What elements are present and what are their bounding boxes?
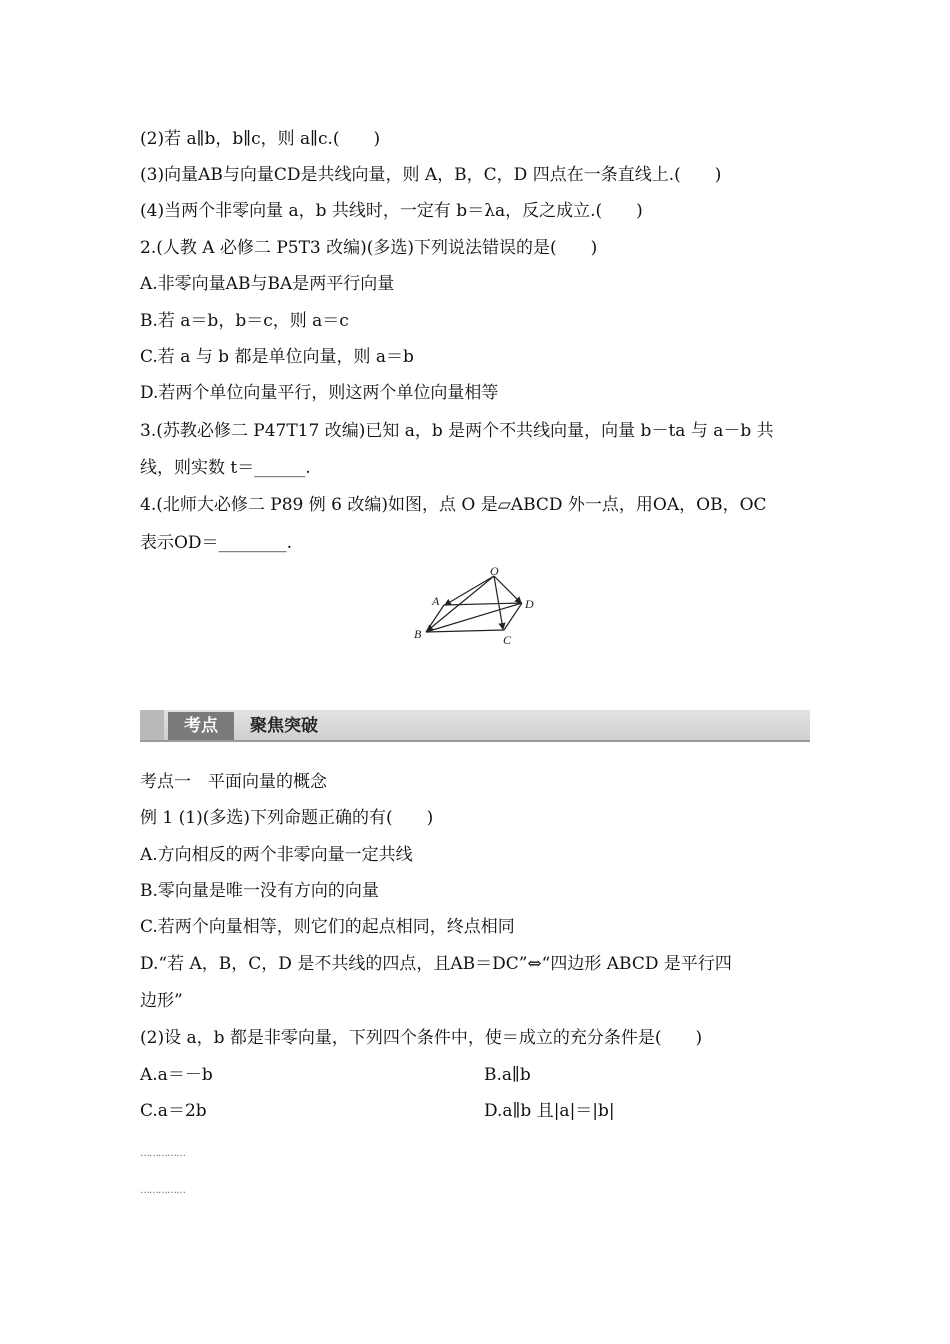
example-1-part-2-stem: (2)设 a，b 都是非零向量，下列四个条件中，使＝成立的充分条件是( ) [140,1028,703,1048]
question-4-line-1: 4.(北师大必修二 P89 例 6 改编)如图，点 O 是▱ABCD 外一点，用OA，OB，OC [140,495,767,515]
label-c: C [503,633,512,647]
label-a: A [432,594,440,608]
vector-oa [445,576,494,605]
question-4-line-2: 表示OD＝________. [140,533,292,553]
question-3-line-2: 线，则实数 t＝______. [140,458,311,478]
question-2-option-a: A.非零向量AB与BA是两平行向量 [140,274,395,294]
question-2-option-d: D.若两个单位向量平行，则这两个单位向量相等 [140,383,499,403]
question-3-line-1: 3.(苏教必修二 P47T17 改编)已知 a，b 是两个不共线向量，向量 b－ta 与 a－b 共 [140,421,774,441]
parallelogram-figure [410,566,550,650]
edge-bc [426,630,504,632]
example-1-option-b: B.零向量是唯一没有方向的向量 [140,881,379,901]
example-1-option-c: C.若两个向量相等，则它们的起点相同，终点相同 [140,917,515,937]
example-1-stem: 例 1 (1)(多选)下列命题正确的有( ) [140,808,434,828]
example-1-option-d-line-2: 边形” [140,991,183,1011]
edge-ad [444,603,522,605]
part-2-option-c: C.a＝2b [140,1101,207,1121]
topic-heading: 考点一 平面向量的概念 [140,772,327,792]
dotted-fill-1: …………… [140,1148,185,1159]
dotted-fill-2: …………… [140,1185,185,1196]
section-title: 聚焦突破 [250,716,318,736]
exercise-line-4: (4)当两个非零向量 a，b 共线时，一定有 b＝λa，反之成立.( ) [140,201,643,221]
exercise-line-3: (3)向量AB与向量CD是共线向量，则 A，B，C，D 四点在一条直线上.( ) [140,165,722,185]
section-tag: 考点 [168,712,234,740]
example-1-option-a: A.方向相反的两个非零向量一定共线 [140,845,413,865]
diagonal-bd [426,603,522,632]
label-d: D [525,597,534,611]
question-2-option-b: B.若 a＝b，b＝c，则 a＝c [140,311,349,331]
part-2-option-a: A.a＝－b [140,1065,213,1085]
question-2-option-c: C.若 a 与 b 都是单位向量，则 a＝b [140,347,414,367]
label-b: B [414,627,422,641]
section-header-lead [140,710,164,740]
part-2-option-d: D.a∥b 且|a|＝|b| [484,1101,615,1121]
section-header [140,710,810,744]
section-header-bar [140,710,810,742]
exercise-line-2: (2)若 a∥b，b∥c，则 a∥c.( ) [140,129,381,149]
example-1-option-d-line-1: D.“若 A，B，C，D 是不共线的四点，且AB＝DC”⇔“四边形 ABCD 是平行四 [140,954,732,974]
question-2-stem: 2.(人教 A 必修二 P5T3 改编)(多选)下列说法错误的是( ) [140,238,598,258]
label-o: O [490,566,499,578]
part-2-option-b: B.a∥b [484,1065,531,1085]
